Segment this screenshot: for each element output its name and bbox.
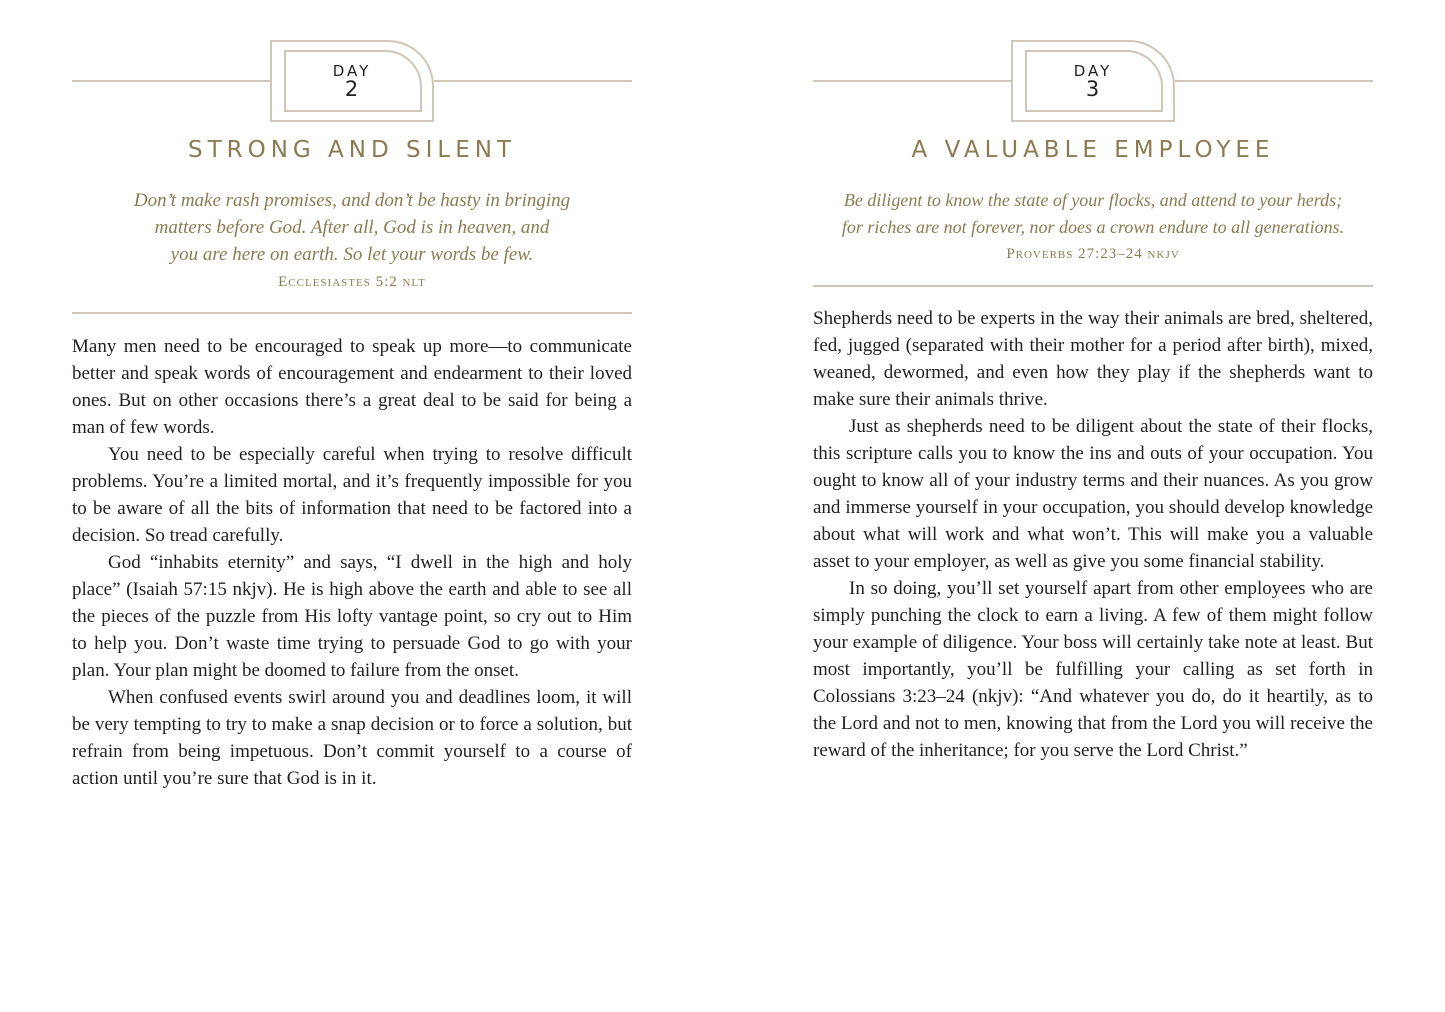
devotion-title: A VALUABLE EMPLOYEE: [911, 137, 1275, 163]
day-badge: [1011, 40, 1175, 122]
body-paragraph: God “inhabits eternity” and says, “I dwell in the high and holy place” (Isaiah 57:15 nkjv). He is high above the earth and able to see all the pieces of the puzzle from His lofty vantage point, so cry out to Him to help you. Don’t waste time trying to persuade God to go with your plan. Your plan might be doomed to failure from the onset.: [72, 552, 632, 681]
day-label: DAY: [1073, 62, 1113, 80]
header-rule-right: [434, 80, 632, 82]
devotion-body: [72, 333, 632, 792]
body-paragraph: When confused events swirl around you and deadlines loom, it will be very tempting to try to make a snap decision or to force a solution, but refrain from being impetuous. Don’t commit yourself to a course of action until you’re sure that God is in it.: [72, 687, 632, 789]
scripture-quote: [813, 187, 1373, 241]
devotion-body: [813, 305, 1373, 764]
day-number: 2: [344, 77, 360, 101]
header-rule-left: [72, 80, 270, 82]
quote-line: Don’t make rash promises, and don’t be hasty in bringing: [133, 190, 571, 211]
right-page: [813, 0, 1373, 1012]
quote-line: you are here on earth. So let your words be few.: [170, 244, 534, 265]
quote-line: for riches are not forever, nor does a crown endure to all generations.: [841, 217, 1345, 237]
quote-line: Be diligent to know the state of your flocks, and attend to your herds;: [843, 190, 1343, 210]
scripture-reference: Ecclesiastes 5:2 nlt: [278, 274, 426, 290]
body-paragraph: In so doing, you’ll set yourself apart from other employees who are simply punching the clock to earn a living. A few of them might follow your example of diligence. Your boss will certainly take note at least. But most importantly, you’ll be fulfilling your calling as set forth in Colossians 3:23–24 (nkjv): “And whatever you do, do it heartily, as to the Lord and not to men, knowing that from the Lord you will receive the reward of the inheritance; for you serve the Lord Christ.”: [813, 578, 1373, 761]
body-paragraph: You need to be especially careful when trying to resolve difficult problems. You’re a limited mortal, and it’s frequently impossible for you to be aware of all the bits of information that need to be factored into a decision. So tread carefully.: [72, 444, 632, 546]
header-rule-right: [1175, 80, 1373, 82]
section-divider: [72, 312, 632, 314]
devotion-title: STRONG AND SILENT: [187, 137, 517, 163]
scripture-reference: Proverbs 27:23–24 nkjv: [1006, 246, 1180, 262]
section-divider: [813, 285, 1373, 287]
left-page: [72, 0, 632, 1012]
day-badge: [270, 40, 434, 122]
day-label: DAY: [332, 62, 372, 80]
body-paragraph: Many men need to be encouraged to speak up more—to communicate better and speak words of encouragement and endearment to their loved ones. But on other occasions there’s a great deal to be said for being a man of few words.: [72, 336, 632, 438]
quote-line: matters before God. After all, God is in heaven, and: [154, 217, 550, 238]
body-paragraph: Shepherds need to be experts in the way their animals are bred, sheltered, fed, jugged (separated with their mother for a period after birth), mixed, weaned, dewormed, and even how they play if the shepherds want to make sure their animals thrive.: [813, 308, 1373, 410]
body-paragraph: Just as shepherds need to be diligent about the state of their flocks, this scripture calls you to know the ins and outs of your occupation. You ought to know all of your industry terms and their nuances. As you grow and immerse yourself in your occupation, you should develop knowledge about what will work and what won’t. This will make you a valuable asset to your employer, as well as give you some financial stability.: [813, 416, 1373, 572]
scripture-quote: [72, 187, 632, 268]
day-number: 3: [1085, 77, 1101, 101]
header-rule-left: [813, 80, 1011, 82]
